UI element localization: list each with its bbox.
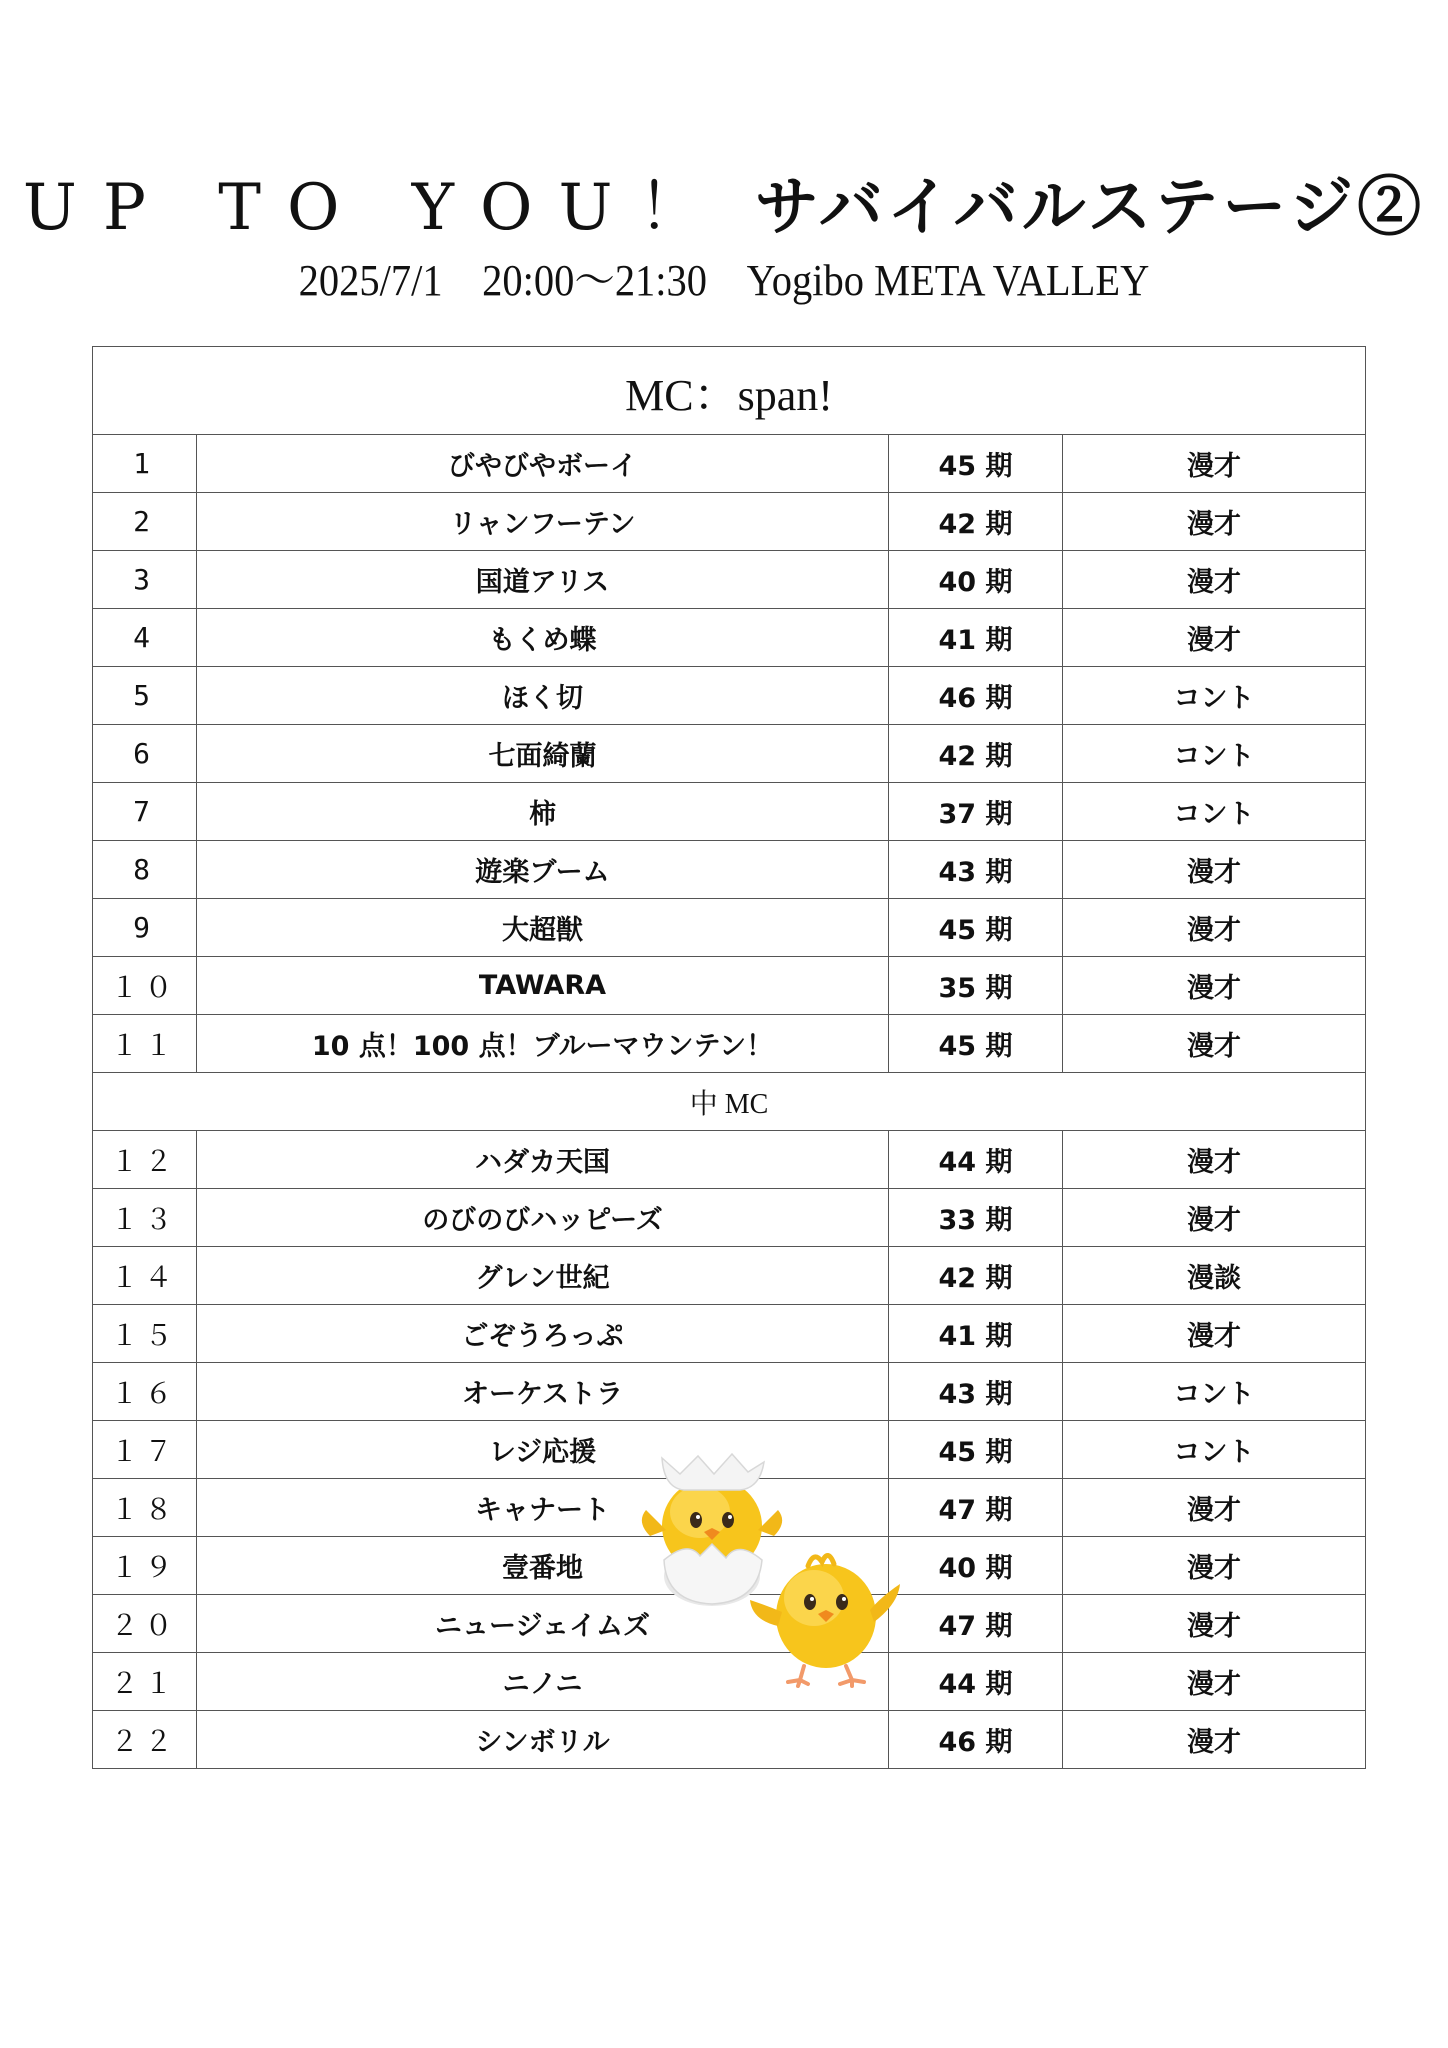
lineup-number: １３	[93, 1189, 197, 1247]
performance-style: コント	[1063, 1421, 1366, 1479]
intermission-mc-row	[93, 1073, 1366, 1131]
lineup-number: 5	[93, 667, 197, 725]
performer-name: ほく切	[197, 667, 889, 725]
event-venue: Yogibo META VALLEY	[746, 256, 1150, 305]
performer-name: もくめ蝶	[197, 609, 889, 667]
performer-generation: 45 期	[889, 1421, 1063, 1479]
performance-style: 漫才	[1063, 1189, 1366, 1247]
performance-style: 漫談	[1063, 1247, 1366, 1305]
performer-name: オーケストラ	[197, 1363, 889, 1421]
event-info	[58, 253, 1390, 309]
performance-style: 漫才	[1063, 957, 1366, 1015]
performer-generation: 44 期	[889, 1131, 1063, 1189]
performer-name: 壹番地	[197, 1537, 889, 1595]
performer-name: 七面綺蘭	[197, 725, 889, 783]
lineup-row	[93, 1363, 1366, 1421]
lineup-number: 9	[93, 899, 197, 957]
lineup-row	[93, 667, 1366, 725]
performer-generation: 40 期	[889, 551, 1063, 609]
mc-row	[93, 347, 1366, 435]
performance-style: コント	[1063, 783, 1366, 841]
lineup-number: ２２	[93, 1711, 197, 1769]
lineup-number: 4	[93, 609, 197, 667]
performer-name: のびのびハッピーズ	[197, 1189, 889, 1247]
intermission-mc-label: 中 MC	[93, 1073, 1366, 1131]
performer-name: リャンフーテン	[197, 493, 889, 551]
performance-style: 漫才	[1063, 551, 1366, 609]
performer-name: ごぞうろっぷ	[197, 1305, 889, 1363]
lineup-number: １５	[93, 1305, 197, 1363]
lineup-number: 7	[93, 783, 197, 841]
performer-name: ニュージェイムズ	[197, 1595, 889, 1653]
event-date: 2025/7/1	[298, 256, 443, 305]
performance-style: コント	[1063, 1363, 1366, 1421]
performance-style: 漫才	[1063, 1711, 1366, 1769]
performance-style: コント	[1063, 667, 1366, 725]
performer-name: キャナート	[197, 1479, 889, 1537]
performance-style: 漫才	[1063, 1479, 1366, 1537]
lineup-number: 3	[93, 551, 197, 609]
performer-name: グレン世紀	[197, 1247, 889, 1305]
lineup-row	[93, 1131, 1366, 1189]
performance-style: 漫才	[1063, 1537, 1366, 1595]
lineup-number: 8	[93, 841, 197, 899]
event-time: 20:00～21:30	[482, 256, 708, 305]
lineup-number: １１	[93, 1015, 197, 1073]
mc-label: MC：span!	[93, 347, 1366, 435]
page-title	[0, 168, 1448, 248]
performance-style: 漫才	[1063, 1595, 1366, 1653]
performer-name: 10 点！100 点！ブルーマウンテン！	[197, 1015, 889, 1073]
performance-style: 漫才	[1063, 493, 1366, 551]
lineup-row	[93, 609, 1366, 667]
lineup-row	[93, 435, 1366, 493]
lineup-number: 2	[93, 493, 197, 551]
lineup-number: １７	[93, 1421, 197, 1479]
standing-chick-illustration	[748, 1540, 903, 1688]
performer-name: 大超獣	[197, 899, 889, 957]
performer-generation: 41 期	[889, 1305, 1063, 1363]
performance-style: 漫才	[1063, 841, 1366, 899]
performer-generation: 42 期	[889, 493, 1063, 551]
performance-style: 漫才	[1063, 899, 1366, 957]
performer-generation: 41 期	[889, 609, 1063, 667]
performer-generation: 33 期	[889, 1189, 1063, 1247]
performance-style: 漫才	[1063, 1653, 1366, 1711]
performance-style: 漫才	[1063, 1305, 1366, 1363]
lineup-row	[93, 1015, 1366, 1073]
lineup-row	[93, 841, 1366, 899]
performer-name: TAWARA	[197, 957, 889, 1015]
performer-name: シンボリル	[197, 1711, 889, 1769]
lineup-row	[93, 1711, 1366, 1769]
lineup-row	[93, 1189, 1366, 1247]
performer-generation: 43 期	[889, 841, 1063, 899]
performer-generation: 46 期	[889, 667, 1063, 725]
lineup-number: ２０	[93, 1595, 197, 1653]
performer-generation: 43 期	[889, 1363, 1063, 1421]
performer-generation: 47 期	[889, 1479, 1063, 1537]
title-english: UP TO YOU！	[22, 171, 729, 245]
performance-style: 漫才	[1063, 435, 1366, 493]
performer-name: ニノニ	[197, 1653, 889, 1711]
performance-style: コント	[1063, 725, 1366, 783]
lineup-number: １８	[93, 1479, 197, 1537]
lineup-row	[93, 957, 1366, 1015]
performer-generation: 40 期	[889, 1537, 1063, 1595]
lineup-row	[93, 899, 1366, 957]
lineup-number: 1	[93, 435, 197, 493]
lineup-number: １９	[93, 1537, 197, 1595]
lineup-row	[93, 1305, 1366, 1363]
lineup-number: １０	[93, 957, 197, 1015]
performer-name: 遊楽ブーム	[197, 841, 889, 899]
lineup-number: ２１	[93, 1653, 197, 1711]
performer-name: レジ応援	[197, 1421, 889, 1479]
lineup-number: １４	[93, 1247, 197, 1305]
performer-generation: 42 期	[889, 1247, 1063, 1305]
performer-generation: 47 期	[889, 1595, 1063, 1653]
lineup-row	[93, 1247, 1366, 1305]
lineup-row	[93, 725, 1366, 783]
lineup-number: １２	[93, 1131, 197, 1189]
performer-generation: 45 期	[889, 435, 1063, 493]
performance-style: 漫才	[1063, 609, 1366, 667]
title-japanese: サバイバルステージ②	[754, 170, 1426, 245]
performer-name: 国道アリス	[197, 551, 889, 609]
lineup-row	[93, 783, 1366, 841]
performer-generation: 45 期	[889, 899, 1063, 957]
performer-generation: 35 期	[889, 957, 1063, 1015]
performer-name: びやびやボーイ	[197, 435, 889, 493]
performer-generation: 44 期	[889, 1653, 1063, 1711]
performer-generation: 45 期	[889, 1015, 1063, 1073]
performance-style: 漫才	[1063, 1131, 1366, 1189]
performer-generation: 42 期	[889, 725, 1063, 783]
performer-generation: 46 期	[889, 1711, 1063, 1769]
performance-style: 漫才	[1063, 1015, 1366, 1073]
performer-name: 柿	[197, 783, 889, 841]
performer-name: ハダカ天国	[197, 1131, 889, 1189]
lineup-number: １６	[93, 1363, 197, 1421]
lineup-row	[93, 551, 1366, 609]
lineup-row	[93, 1653, 1366, 1711]
lineup-number: 6	[93, 725, 197, 783]
performer-generation: 37 期	[889, 783, 1063, 841]
lineup-row	[93, 493, 1366, 551]
